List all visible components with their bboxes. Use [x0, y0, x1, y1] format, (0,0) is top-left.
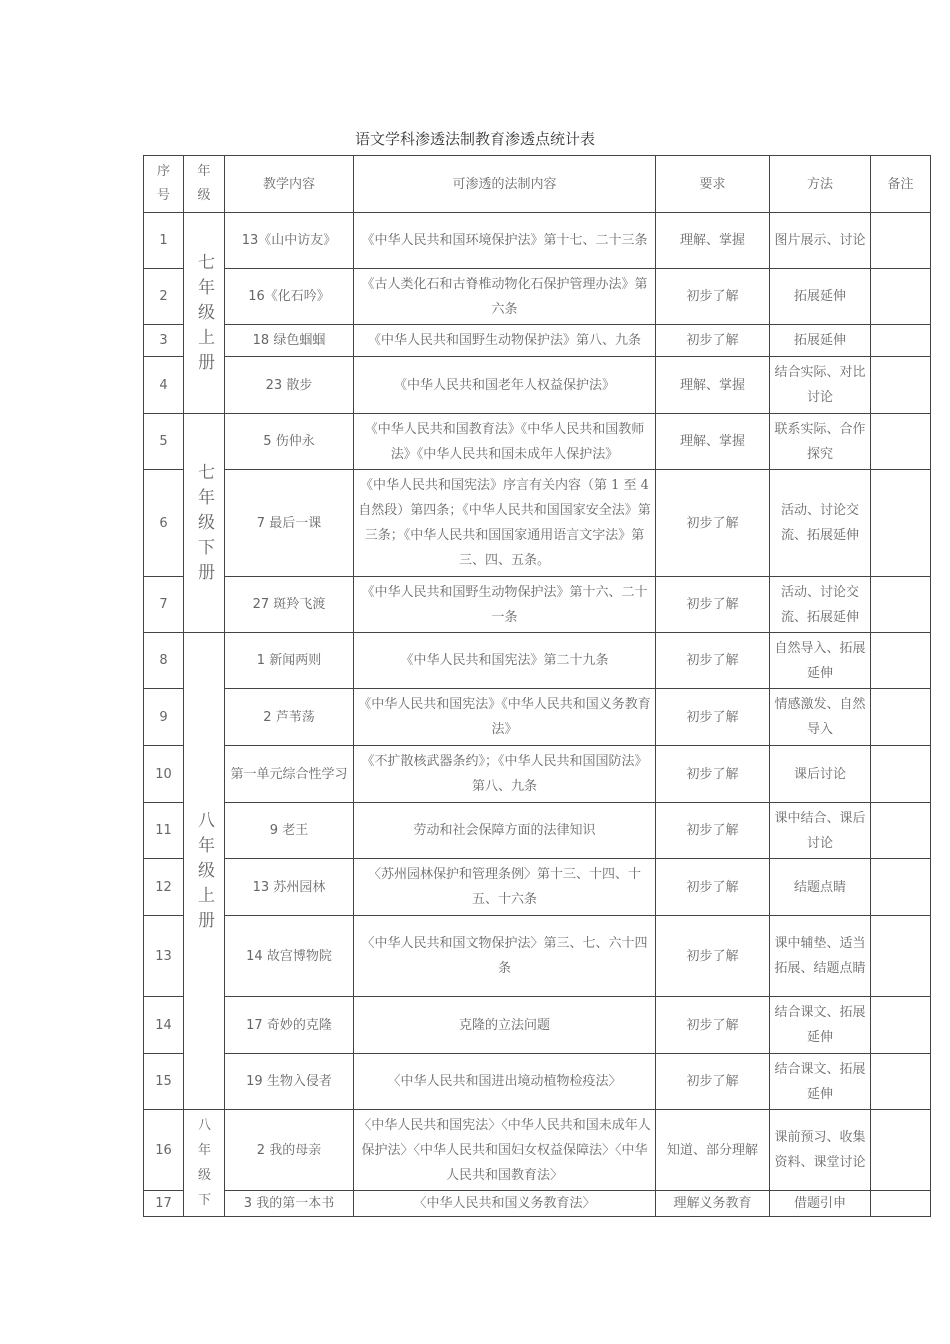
method: 借题引申 [770, 1191, 871, 1217]
teaching-content: 13 苏州园林 [225, 859, 354, 916]
law-content: 《古人类化石和古脊椎动物化石保护管理办法》第六条 [354, 269, 656, 325]
law-content: 《中华人民共和国野生动物保护法》第十六、二十一条 [354, 577, 656, 633]
law-content: 〈中华人民共和国进出境动植物检疫法〉 [354, 1054, 656, 1110]
method: 结合课文、拓展延伸 [770, 1054, 871, 1110]
note [871, 269, 931, 325]
teaching-content: 17 奇妙的克隆 [225, 997, 354, 1054]
law-content: 《中华人民共和国宪法》序言有关内容（第 1 至 4 自然段）第四条；《中华人民共和国国家安全法》第三条；《中华人民共和国国家通用语言文字法》第三、四、五条。 [354, 470, 656, 577]
requirement: 初步了解 [656, 269, 770, 325]
teaching-content: 第一单元综合性学习 [225, 746, 354, 803]
law-content: 《中华人民共和国教育法》《中华人民共和国教师法》《中华人民共和国未成年人保护法》 [354, 414, 656, 470]
row-number: 10 [144, 746, 184, 803]
row-number: 17 [144, 1191, 184, 1217]
law-content: 《中华人民共和国环境保护法》第十七、二十三条 [354, 213, 656, 269]
row-number: 12 [144, 859, 184, 916]
requirement: 理解、掌握 [656, 414, 770, 470]
note [871, 1110, 931, 1191]
method: 情感激发、自然导入 [770, 689, 871, 746]
teaching-content: 13《山中访友》 [225, 213, 354, 269]
note [871, 470, 931, 577]
method: 课中辅垫、适当拓展、结题点睛 [770, 916, 871, 997]
grade-cell: 八年级下 [184, 1110, 225, 1217]
note [871, 325, 931, 357]
teaching-content: 5 伤仲永 [225, 414, 354, 470]
requirement: 理解、掌握 [656, 357, 770, 414]
row-number: 14 [144, 997, 184, 1054]
requirement: 初步了解 [656, 916, 770, 997]
table-row [144, 859, 931, 916]
law-content: 《中华人民共和国野生动物保护法》第八、九条 [354, 325, 656, 357]
table-row [144, 470, 931, 577]
teaching-content: 14 故宫博物院 [225, 916, 354, 997]
requirement: 初步了解 [656, 997, 770, 1054]
law-content: 〈中华人民共和国文物保护法〉第三、七、六十四条 [354, 916, 656, 997]
row-number: 2 [144, 269, 184, 325]
teaching-content: 9 老王 [225, 803, 354, 859]
note [871, 859, 931, 916]
method: 联系实际、合作探究 [770, 414, 871, 470]
grade-cell: 八年级上册 [184, 633, 225, 1110]
requirement: 初步了解 [656, 577, 770, 633]
requirement: 理解、掌握 [656, 213, 770, 269]
row-number: 8 [144, 633, 184, 689]
statistics-table [143, 155, 931, 1217]
row-number: 15 [144, 1054, 184, 1110]
header-law: 可渗透的法制内容 [354, 156, 656, 213]
table-row [144, 746, 931, 803]
teaching-content: 19 生物入侵者 [225, 1054, 354, 1110]
requirement: 初步了解 [656, 746, 770, 803]
method: 结合课文、拓展延伸 [770, 997, 871, 1054]
page-title: 语文学科渗透法制教育渗透点统计表 [354, 130, 595, 148]
note [871, 746, 931, 803]
row-number: 13 [144, 916, 184, 997]
requirement: 初步了解 [656, 859, 770, 916]
method: 拓展延伸 [770, 325, 871, 357]
method: 拓展延伸 [770, 269, 871, 325]
law-content: 〈中华人民共和国义务教育法〉 [354, 1191, 656, 1217]
note [871, 1054, 931, 1110]
header-row [144, 156, 931, 213]
header-note: 备注 [871, 156, 931, 213]
method: 活动、讨论交流、拓展延伸 [770, 470, 871, 577]
method: 课后讨论 [770, 746, 871, 803]
method: 活动、讨论交流、拓展延伸 [770, 577, 871, 633]
table-row [144, 633, 931, 689]
method: 课中结合、课后讨论 [770, 803, 871, 859]
row-number: 3 [144, 325, 184, 357]
method: 结合实际、对比讨论 [770, 357, 871, 414]
teaching-content: 1 新闻两则 [225, 633, 354, 689]
law-content: 《中华人民共和国老年人权益保护法》 [354, 357, 656, 414]
header-no: 序号 [144, 156, 184, 213]
method: 结题点睛 [770, 859, 871, 916]
table-row [144, 916, 931, 997]
requirement: 初步了解 [656, 470, 770, 577]
note [871, 414, 931, 470]
law-content: 克隆的立法问题 [354, 997, 656, 1054]
teaching-content: 18 绿色蝈蝈 [225, 325, 354, 357]
table-row [144, 997, 931, 1054]
table-row [144, 689, 931, 746]
method: 图片展示、讨论 [770, 213, 871, 269]
requirement: 初步了解 [656, 325, 770, 357]
note [871, 1191, 931, 1217]
table-row [144, 1110, 931, 1191]
requirement: 初步了解 [656, 803, 770, 859]
table-row [144, 577, 931, 633]
note [871, 357, 931, 414]
teaching-content: 2 芦苇荡 [225, 689, 354, 746]
table-row [144, 269, 931, 325]
table-row [144, 325, 931, 357]
teaching-content: 16《化石吟》 [225, 269, 354, 325]
table-row [144, 414, 931, 470]
row-number: 7 [144, 577, 184, 633]
method: 自然导入、拓展延伸 [770, 633, 871, 689]
row-number: 4 [144, 357, 184, 414]
requirement: 初步了解 [656, 689, 770, 746]
row-number: 5 [144, 414, 184, 470]
row-number: 9 [144, 689, 184, 746]
law-content: 《中华人民共和国宪法》《中华人民共和国义务教育法》 [354, 689, 656, 746]
requirement: 知道、部分理解 [656, 1110, 770, 1191]
method: 课前预习、收集资料、课堂讨论 [770, 1110, 871, 1191]
header-content: 教学内容 [225, 156, 354, 213]
note [871, 213, 931, 269]
row-number: 16 [144, 1110, 184, 1191]
note [871, 633, 931, 689]
grade-cell: 七年级上册 [184, 213, 225, 414]
requirement: 理解义务教育 [656, 1191, 770, 1217]
table-row [144, 803, 931, 859]
teaching-content: 7 最后一课 [225, 470, 354, 577]
table-row [144, 1054, 931, 1110]
law-content: 《不扩散核武器条约》；《中华人民共和国国防法》第八、九条 [354, 746, 656, 803]
law-content: 〈中华人民共和国宪法〉〈中华人民共和国未成年人保护法〉〈中华人民共和国妇女权益保障法〉〈中华人民共和国教育法〉 [354, 1110, 656, 1191]
note [871, 803, 931, 859]
teaching-content: 23 散步 [225, 357, 354, 414]
row-number: 1 [144, 213, 184, 269]
header-method: 方法 [770, 156, 871, 213]
table-row [144, 357, 931, 414]
table-row [144, 213, 931, 269]
header-requirement: 要求 [656, 156, 770, 213]
row-number: 6 [144, 470, 184, 577]
grade-cell: 七年级下册 [184, 414, 225, 633]
row-number: 11 [144, 803, 184, 859]
note [871, 916, 931, 997]
table-row [144, 1191, 931, 1217]
note [871, 997, 931, 1054]
law-content: 劳动和社会保障方面的法律知识 [354, 803, 656, 859]
note [871, 577, 931, 633]
header-grade: 年级 [184, 156, 225, 213]
teaching-content: 3 我的第一本书 [225, 1191, 354, 1217]
law-content: 《中华人民共和国宪法》第二十九条 [354, 633, 656, 689]
requirement: 初步了解 [656, 1054, 770, 1110]
teaching-content: 2 我的母亲 [225, 1110, 354, 1191]
law-content: 〈苏州园林保护和管理条例〉第十三、十四、十五、十六条 [354, 859, 656, 916]
note [871, 689, 931, 746]
requirement: 初步了解 [656, 633, 770, 689]
teaching-content: 27 斑羚飞渡 [225, 577, 354, 633]
